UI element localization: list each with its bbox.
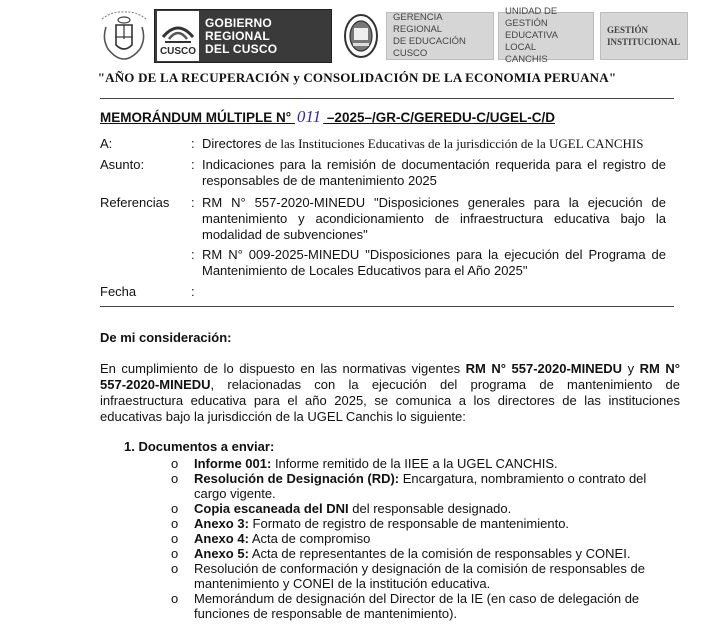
gerencia-regional-box: [386, 12, 494, 60]
list-item: [171, 591, 681, 621]
peru-seal-graphic: [98, 9, 150, 63]
list-item: [171, 561, 681, 591]
list-item: [171, 516, 681, 531]
intro-text-2: , relacionadas con la ejecución del programa de mantenimiento de infraestructura educativa para el año 2025, se comunica a los directores de las instituciones educativas bajo la jurisdicción de la UGEL Canchis lo siguiente:: [100, 377, 680, 424]
field-asunto-value: Indicaciones para la remisión de documentación requerida para el registro de responsables de de mantenimiento 2025: [202, 157, 666, 188]
divider-top: [100, 98, 674, 99]
field-ref1-colon: :: [191, 195, 195, 210]
gov-logo-cusco-label: CUSCO: [159, 46, 197, 57]
list-item: [171, 546, 681, 561]
field-a-colon: :: [191, 136, 195, 151]
list-item: [171, 531, 681, 546]
list-item: [171, 456, 681, 471]
gobierno-regional-logo: [154, 9, 332, 63]
list-item-text: Formato de registro de responsable de mantenimiento.: [252, 516, 570, 531]
list-item-bold: Anexo 3:: [194, 516, 249, 531]
memo-prefix: MEMORÁNDUM MÚLTIPLE N°: [100, 110, 292, 125]
emblem-graphic: [343, 13, 379, 59]
box2-line-3: CANCHIS: [505, 54, 548, 65]
field-a-label: A:: [100, 136, 113, 151]
peru-coat-of-arms-logo: [96, 8, 152, 64]
intro-paragraph: [100, 361, 680, 425]
section-1-title: 1. Documentos a enviar:: [124, 439, 275, 454]
list-item: [171, 501, 681, 516]
field-a-value-serif: de las Instituciones Educativas de la jurisdicción de la UGEL CANCHIS: [264, 136, 644, 151]
greeting: De mi consideración:: [100, 330, 232, 345]
year-motto: "AÑO DE LA RECUPERACIÓN y CONSOLIDACIÓN DE LA ECONOMIA PERUANA": [97, 70, 617, 85]
box3-line-1: GESTIÓN: [607, 25, 649, 35]
field-ref-1: RM N° 557-2020-MINEDU "Disposiciones generales para la ejecución de mantenimiento y acondicionamiento de infraestructura educativa bajo la modalidad de subvenciones": [202, 195, 666, 242]
intro-rm-1: RM N° 557-2020-MINEDU: [465, 361, 623, 376]
gov-icon: [157, 11, 199, 61]
field-ref2-colon: :: [191, 247, 195, 262]
list-item-bold: Anexo 4:: [194, 531, 249, 546]
field-asunto-label: Asunto:: [100, 157, 145, 172]
field-ref-2: RM N° 009-2025-MINEDU "Disposiciones para la ejecución del Programa de Mantenimiento de Locales Educativos para el Año 2025": [202, 247, 666, 278]
list-item-bold: Anexo 5:: [194, 546, 249, 561]
list-item: [171, 471, 681, 501]
gov-line-1: GOBIERNO: [205, 15, 272, 30]
field-a-value: [202, 136, 666, 152]
gov-sun-graphic: [161, 15, 195, 45]
field-fecha-label: Fecha: [100, 284, 137, 299]
intro-y: y: [627, 361, 635, 376]
list-item-text: Acta de representantes de la comisión de responsables y CONEI.: [251, 546, 631, 561]
field-fecha-colon: :: [191, 284, 195, 299]
gerencia-emblem-logo: [340, 11, 382, 61]
gov-logo-text: [199, 17, 277, 56]
divider-bottom: [100, 306, 674, 307]
memo-suffix: –2025–/GR-C/GEREDU-C/UGEL-C/D: [326, 110, 555, 125]
intro-rm-2: RM N° 557-2020-MINEDU: [100, 361, 680, 392]
list-item-text: Acta de compromiso: [251, 531, 371, 546]
list-item-text: Memorándum de designación del Director de la IE (en caso de delegación de funciones de responsable de mantenimiento).: [194, 591, 640, 621]
box3-line-2: INSTITUCIONAL: [607, 37, 681, 47]
intro-text-1: En cumplimiento de lo dispuesto en las normativas vigentes: [100, 361, 461, 376]
list-item-bold: Resolución de Designación (RD):: [194, 471, 400, 486]
box2-line-1: UNIDAD DE GESTIÓN: [505, 6, 558, 29]
gestion-box: [600, 12, 688, 60]
box1-line-2: DE EDUCACIÓN CUSCO: [393, 36, 466, 59]
list-item-bold: Informe 001:: [194, 456, 272, 471]
gov-line-2: REGIONAL: [205, 28, 270, 43]
list-item-text: Encargatura, nombramiento o contrato del cargo vigente.: [194, 471, 647, 501]
field-asunto-colon: :: [191, 157, 195, 172]
box2-line-2: EDUCATIVA LOCAL: [505, 30, 558, 53]
box1-line-1: GERENCIA REGIONAL: [393, 12, 443, 35]
ugel-box: [498, 6, 594, 65]
field-referencias-label: Referencias: [100, 195, 170, 210]
documents-list: [171, 456, 681, 621]
field-a-value-sans: Directores: [202, 136, 262, 151]
memo-title: [100, 107, 555, 127]
gov-line-3: DEL CUSCO: [205, 41, 278, 56]
list-item-text: Informe remitido de la IIEE a la UGEL CANCHIS.: [274, 456, 558, 471]
list-item-bold: Copia escaneada del DNI: [194, 501, 349, 516]
list-item-text: del responsable designado.: [352, 501, 512, 516]
memo-number: 011: [296, 107, 322, 126]
list-item-text: Resolución de conformación y designación de la comisión de responsables de mantenimiento y CONEI de la institución educativa.: [194, 561, 645, 591]
letterhead: [96, 8, 688, 64]
